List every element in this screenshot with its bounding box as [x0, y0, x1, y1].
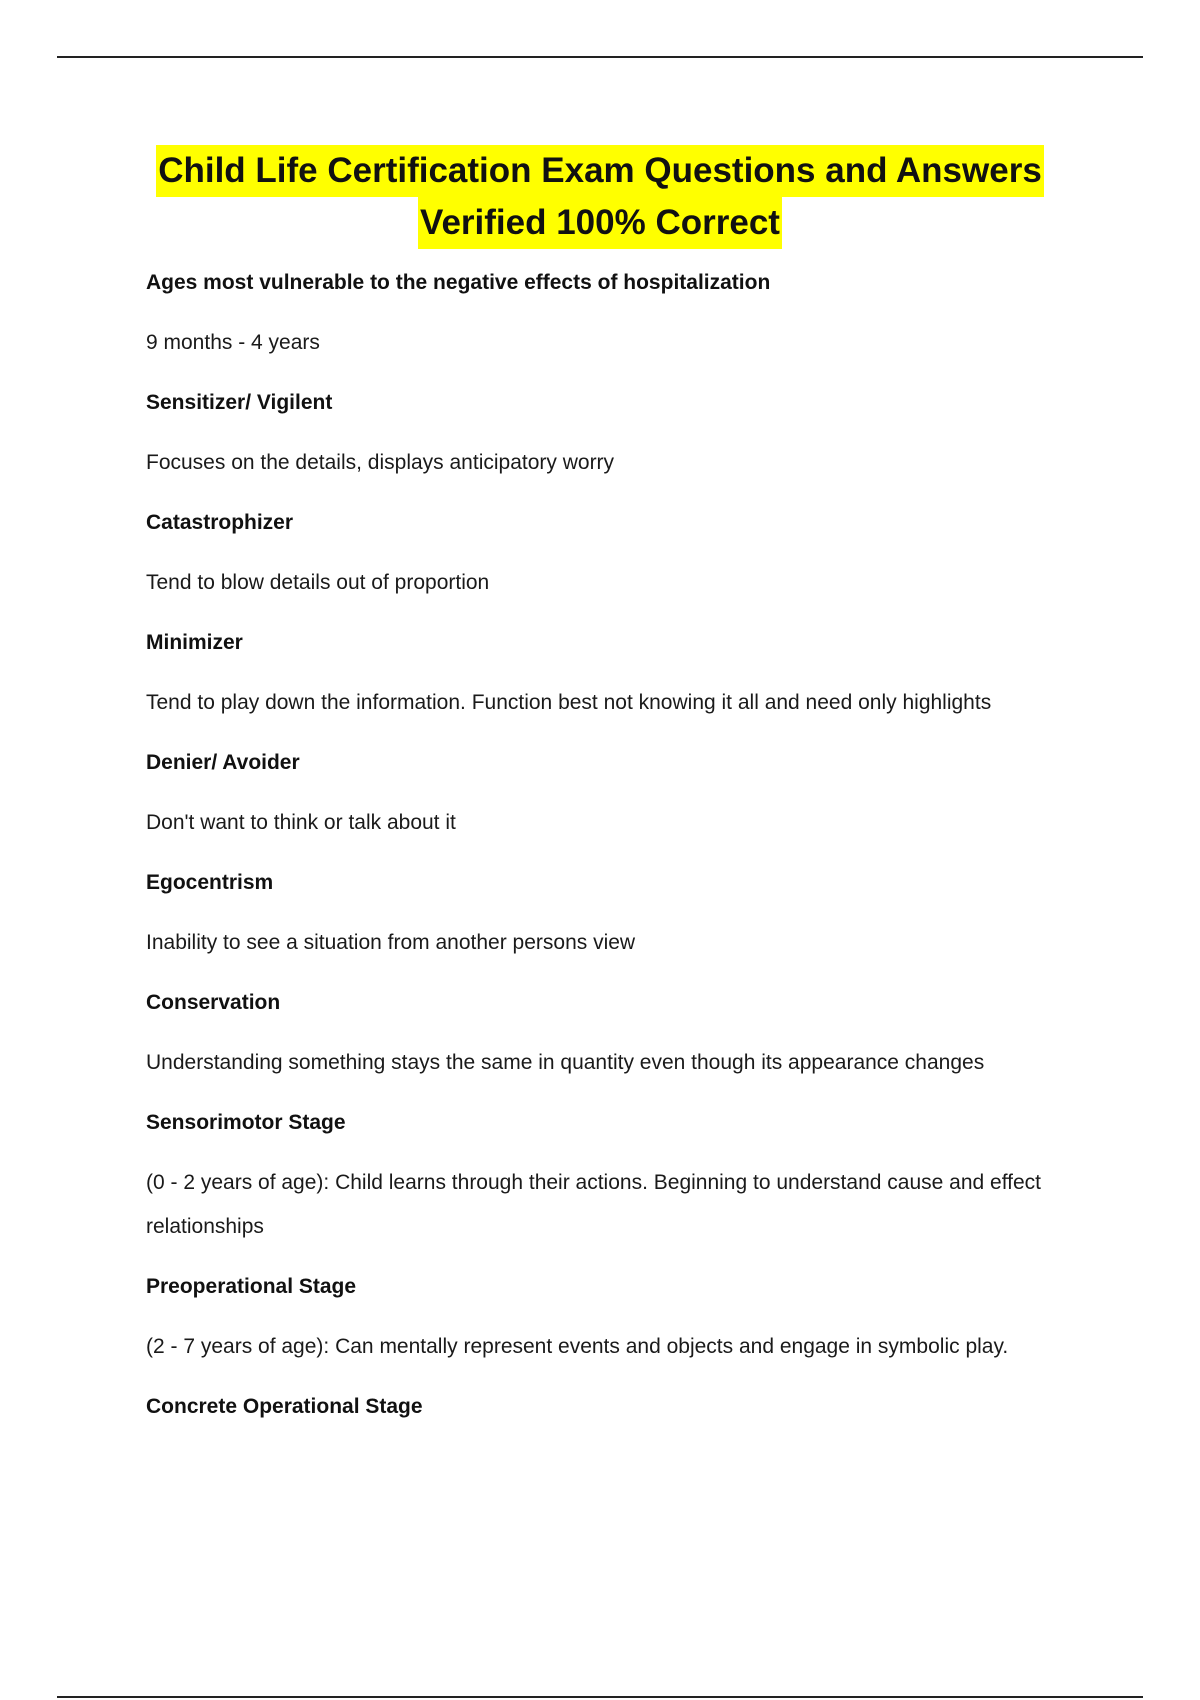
question-term: Concrete Operational Stage [146, 1395, 423, 1418]
question-term: Conservation [146, 991, 281, 1014]
top-rule [57, 56, 1143, 58]
answer-text: Don't want to think or talk about it [146, 811, 456, 834]
question-term: Minimizer [146, 631, 243, 654]
question-term: Catastrophizer [146, 511, 294, 534]
qa-list [146, 268, 1096, 1452]
answer-text: 9 months - 4 years [146, 331, 320, 354]
answer-text: Tend to play down the information. Function best not knowing it all and need only highlights [146, 691, 992, 714]
title-line-1: Child Life Certification Exam Questions and Answers [156, 145, 1044, 197]
title-line-2: Verified 100% Correct [418, 197, 782, 249]
answer-text: Understanding something stays the same in quantity even though its appearance changes [146, 1051, 985, 1074]
question-term: Preoperational Stage [146, 1275, 357, 1298]
question-term: Sensitizer/ Vigilent [146, 391, 333, 414]
document-title [0, 145, 1200, 249]
question-term: Ages most vulnerable to the negative effects of hospitalization [146, 271, 771, 294]
bottom-rule [57, 1696, 1143, 1698]
answer-text: Focuses on the details, displays anticipatory worry [146, 451, 615, 474]
answer-text: (0 - 2 years of age): Child learns through their actions. Beginning to understand cause and effect relationships [146, 1171, 1041, 1238]
answer-text: Tend to blow details out of proportion [146, 571, 490, 594]
question-term: Egocentrism [146, 871, 274, 894]
answer-text: (2 - 7 years of age): Can mentally represent events and objects and engage in symbolic play. [146, 1335, 1009, 1358]
question-term: Denier/ Avoider [146, 751, 300, 774]
answer-text: Inability to see a situation from another persons view [146, 931, 636, 954]
question-term: Sensorimotor Stage [146, 1111, 346, 1134]
